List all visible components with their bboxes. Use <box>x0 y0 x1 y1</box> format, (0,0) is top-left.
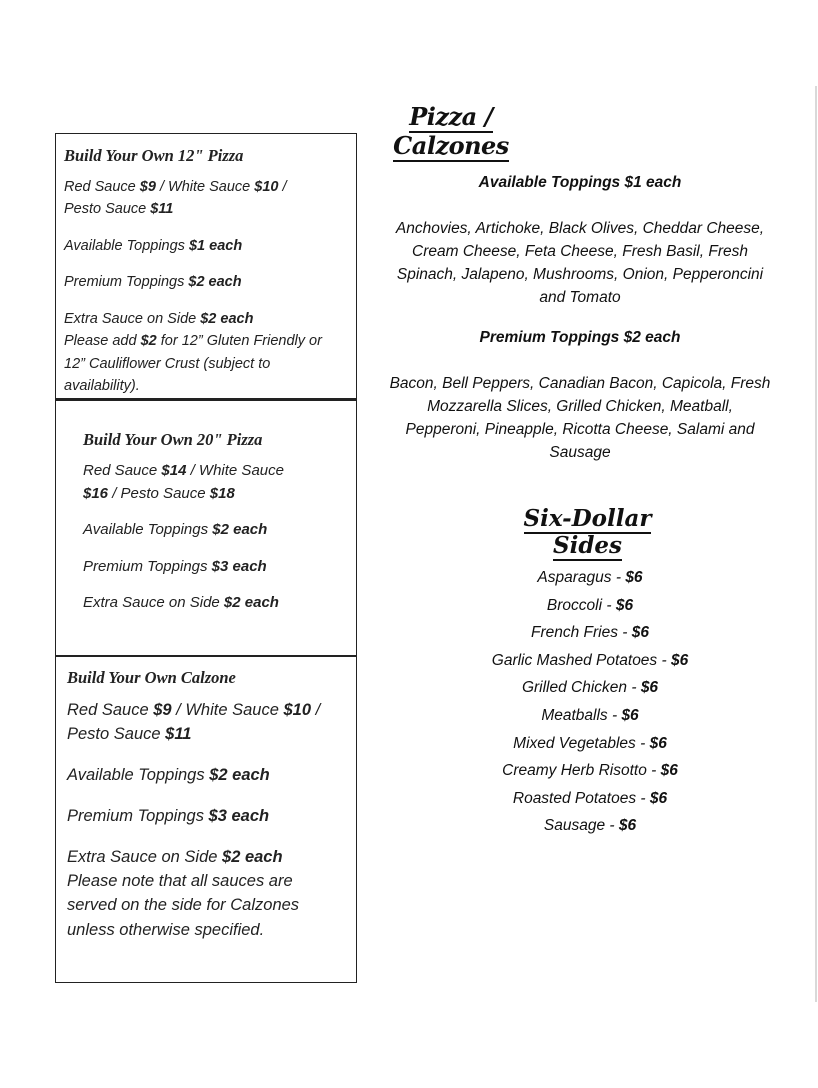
list-item: Asparagus - $6 <box>537 569 643 586</box>
calzone-premium: Premium Toppings $3 each <box>67 807 270 826</box>
pizza12-title: Build Your Own 12" Pizza <box>64 146 244 165</box>
pizza12-crust-note-line2: 12” Cauliflower Crust (subject to <box>64 355 271 372</box>
available-toppings-heading: Available Toppings $1 each <box>478 174 682 191</box>
available-toppings-line: Anchovies, Artichoke, Black Olives, Cheddar Cheese, <box>395 220 765 237</box>
list-item: Broccoli - $6 <box>546 596 634 614</box>
available-toppings-list <box>368 217 792 309</box>
premium-toppings-line: Pepperoni, Pineapple, Ricotta Cheese, Salami and <box>405 421 755 438</box>
list-item: Mixed Vegetables - $6 <box>513 734 667 752</box>
list-item: Meatballs - $6 <box>541 706 639 724</box>
pizza12-sauce-line2: Pesto Sauce $11 <box>64 201 174 218</box>
pizza12-crust-note-line3: availability). <box>64 378 140 395</box>
pizza20-sauce-line1: Red Sauce $14 / White Sauce <box>83 462 284 479</box>
calzone-note-line1: Please note that all sauces are <box>67 872 293 891</box>
pizza20-sauce-line2: $16 / Pesto Sauce $18 <box>83 484 235 502</box>
list-item: Garlic Mashed Potatoes - $6 <box>491 651 689 669</box>
page-title: Pizza / Calzones <box>393 102 509 160</box>
sides-title: Six-Dollar Sides <box>523 505 652 559</box>
calzone-sauce-line2: Pesto Sauce $11 <box>67 725 192 744</box>
calzone-sauce-line1: Red Sauce $9 / White Sauce $10 / <box>67 701 321 719</box>
pizza12-box <box>55 133 357 399</box>
calzone-box <box>55 656 357 983</box>
pizza12-crust-note-line1: Please add $2 for 12” Gluten Friendly or <box>64 333 322 350</box>
list-item: Grilled Chicken - $6 <box>521 679 659 697</box>
premium-toppings-list <box>368 372 792 464</box>
premium-toppings-line: Mozzarella Slices, Grilled Chicken, Meatball, <box>427 398 733 415</box>
calzone-note-line2: served on the side for Calzones <box>67 896 300 915</box>
pizza20-available: Available Toppings $2 each <box>83 521 268 538</box>
list-item: Roasted Potatoes - $6 <box>512 789 668 807</box>
list-item: French Fries - $6 <box>530 624 649 642</box>
premium-toppings-heading: Premium Toppings $2 each <box>479 329 681 346</box>
pizza12-premium: Premium Toppings $2 each <box>64 274 242 291</box>
pizza20-box <box>55 399 357 656</box>
list-item: Sausage - $6 <box>543 817 637 835</box>
pizza20-premium: Premium Toppings $3 each <box>83 557 267 575</box>
available-toppings-line: Cream Cheese, Feta Cheese, Fresh Basil, Fresh <box>412 243 748 260</box>
premium-toppings-line: Bacon, Bell Peppers, Canadian Bacon, Capicola, Fresh <box>389 375 771 392</box>
available-toppings-line: Spinach, Jalapeno, Mushrooms, Onion, Pepperoncini <box>396 266 764 283</box>
list-item: Creamy Herb Risotto - $6 <box>502 762 678 780</box>
available-toppings-line: and Tomato <box>539 289 621 306</box>
sides-list <box>460 565 720 841</box>
pizza12-extra-sauce: Extra Sauce on Side $2 each <box>64 310 254 327</box>
premium-toppings-line: Sausage <box>549 444 611 461</box>
pizza20-title: Build Your Own 20" Pizza <box>83 430 263 449</box>
calzone-available: Available Toppings $2 each <box>67 766 270 785</box>
calzone-note-line3: unless otherwise specified. <box>67 920 265 939</box>
calzone-extra-sauce: Extra Sauce on Side $2 each <box>67 848 283 867</box>
page-edge-divider <box>815 86 817 1002</box>
pizza12-available: Available Toppings $1 each <box>64 237 243 254</box>
pizza12-sauce-line1: Red Sauce $9 / White Sauce $10 / <box>64 179 287 195</box>
pizza20-extra-sauce: Extra Sauce on Side $2 each <box>83 594 279 611</box>
calzone-title: Build Your Own Calzone <box>67 668 236 687</box>
